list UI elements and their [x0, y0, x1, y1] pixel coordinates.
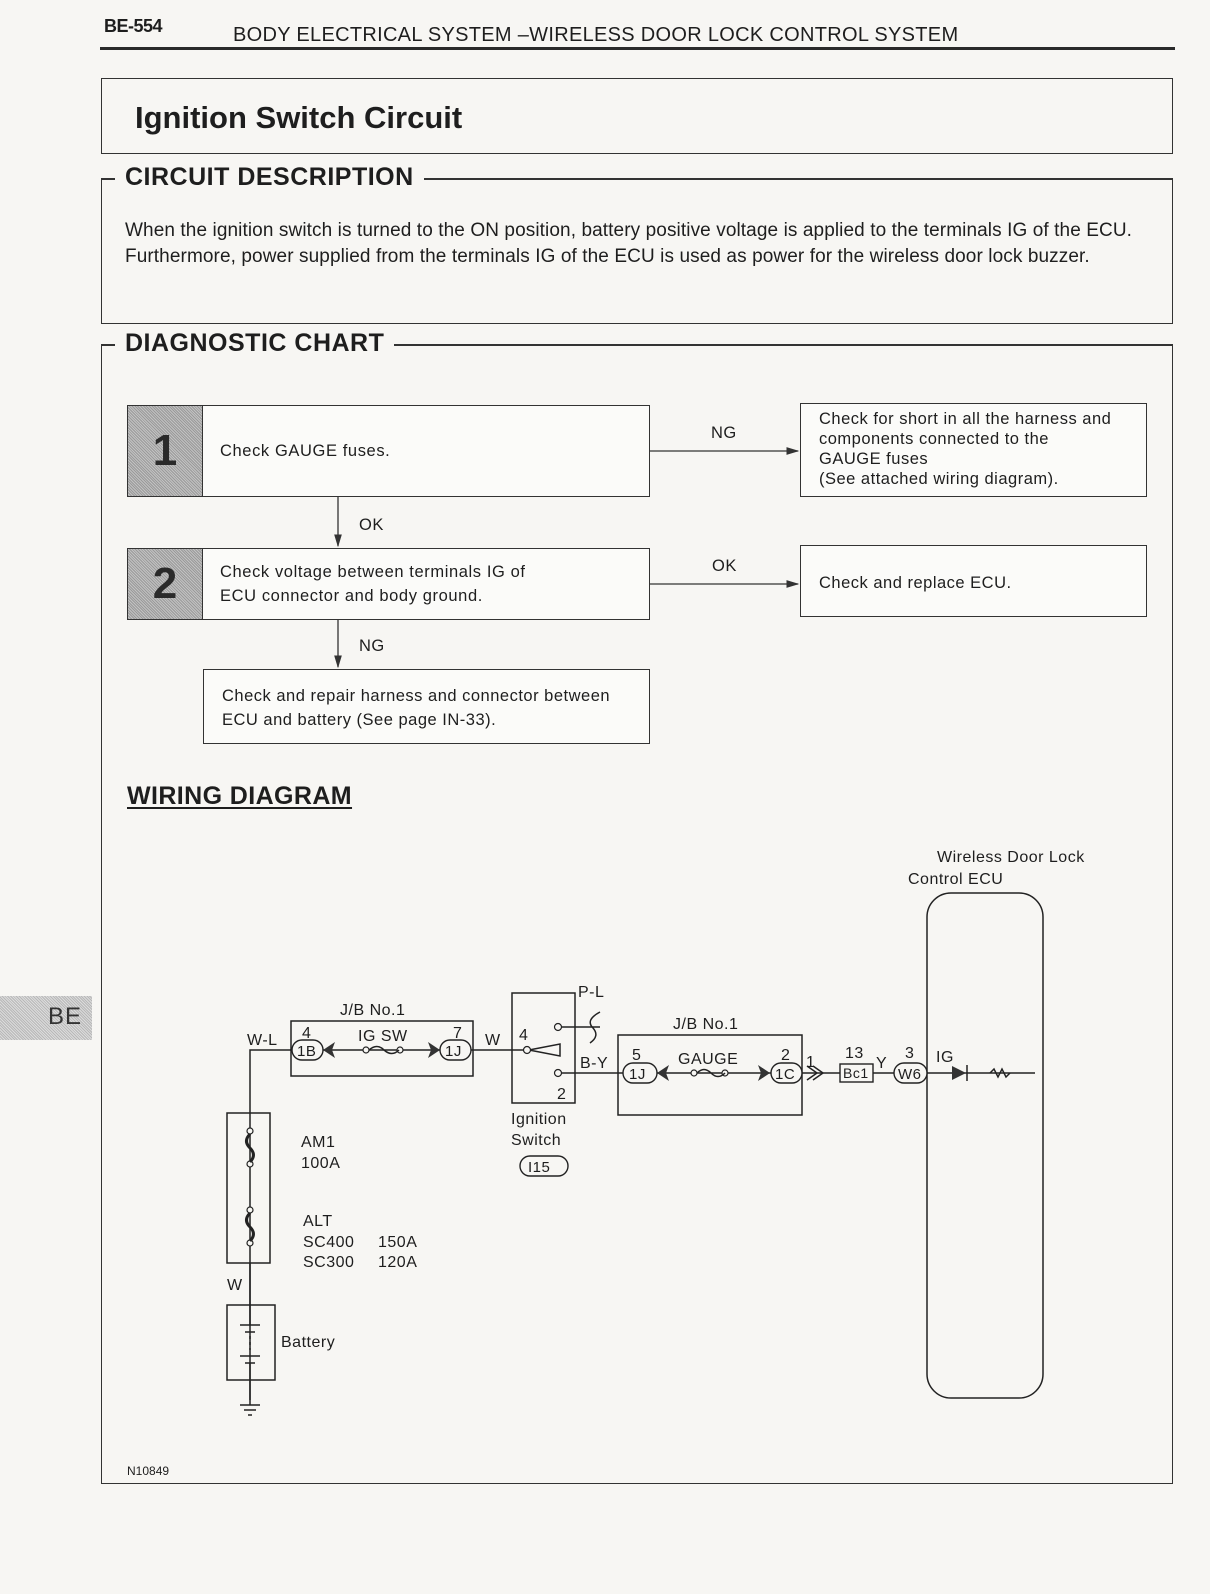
alt-variant-rating: 120A: [378, 1254, 418, 1271]
ecu-body: [927, 893, 1043, 1398]
battery-label: Battery: [281, 1334, 336, 1351]
step-2-text-line: Check voltage between terminals IG of: [220, 563, 526, 581]
ecu-label-line: Wireless Door Lock: [937, 849, 1085, 866]
am1-terminal: [247, 1128, 253, 1134]
w6-pin: 3: [905, 1045, 915, 1062]
connector-1b-label: 1B: [297, 1043, 317, 1060]
alt-name: ALT: [303, 1213, 333, 1230]
wire-p-l-label: P-L: [578, 984, 605, 1001]
step-1-ng-label: NG: [711, 424, 737, 442]
connector-1c-label: 1C: [775, 1066, 796, 1083]
am1-name: AM1: [301, 1134, 336, 1151]
bc1-pin: 13: [845, 1045, 864, 1062]
jb2-fuse-label: GAUGE: [678, 1051, 739, 1068]
step-1-ng-action-line: GAUGE fuses: [819, 450, 929, 468]
switch-terminal-2: [555, 1070, 562, 1077]
section-tab-label: BE: [48, 1003, 83, 1030]
connector-i15-label: I15: [528, 1159, 551, 1176]
ignition-switch-label: Ignition: [511, 1111, 567, 1128]
wire-w-l-label: W-L: [247, 1032, 278, 1049]
page-number: BE-554: [104, 16, 163, 36]
step-1-ng-action-line: Check for short in all the harness and: [819, 410, 1112, 428]
connector-w6-label: W6: [898, 1066, 922, 1083]
connector-bc1-label: Bc1: [843, 1065, 869, 1081]
am1-rating: 100A: [301, 1155, 341, 1172]
step-1-ng-action-line: (See attached wiring diagram).: [819, 470, 1059, 488]
connector-1j-label: 1J: [445, 1043, 462, 1060]
final-action-line: Check and repair harness and connector between: [222, 687, 611, 705]
jb2-label: J/B No.1: [673, 1016, 739, 1033]
gauge-fuse-terminal: [691, 1070, 697, 1076]
switch-terminal-p: [555, 1024, 562, 1031]
switch-out-pin: 2: [557, 1086, 567, 1103]
wire-y-label: Y: [876, 1055, 888, 1072]
jb2-left-pin: 5: [632, 1047, 642, 1064]
switch-contact: [529, 1044, 560, 1056]
diode-icon: [952, 1066, 966, 1080]
step-1-number: 1: [128, 406, 203, 496]
jb2-right-pin: 2: [781, 1047, 791, 1064]
step-2-ok-action-text: Check and replace ECU.: [819, 574, 1012, 592]
step-2-ng-label: NG: [359, 637, 385, 655]
step-2-number: 2: [128, 549, 203, 619]
page-title: Ignition Switch Circuit: [135, 100, 463, 135]
wire-b-y-label: B-Y: [580, 1055, 609, 1072]
figure-code: N10849: [127, 1464, 170, 1478]
wire-w-battery-label: W: [227, 1277, 243, 1294]
alt-variant-rating: 150A: [378, 1234, 418, 1251]
alt-variant-model: SC300: [303, 1254, 355, 1271]
step-2-text-line: ECU connector and body ground.: [220, 587, 483, 605]
final-action-line: ECU and battery (See page IN-33).: [222, 711, 497, 729]
jb1-label: J/B No.1: [340, 1002, 406, 1019]
jb1-fuse-label: IG SW: [358, 1028, 408, 1045]
wiring-diagram-heading: WIRING DIAGRAM: [127, 782, 353, 810]
step-2-ok-label: OK: [712, 557, 737, 575]
jb2-out-pin: 1: [806, 1054, 816, 1071]
ecu-terminal-ig: IG: [936, 1049, 954, 1066]
jb1-left-pin: 4: [302, 1025, 312, 1042]
igsw-fuse-terminal: [397, 1047, 403, 1053]
circuit-description-heading: CIRCUIT DESCRIPTION: [115, 163, 424, 192]
circuit-description-text: When the ignition switch is turned to the ON position, battery positive voltage is applied to the terminals IG of the ECU. Furthermore, power supplied from the terminals IG of the ECU is used as power for the wireless door lock buzzer.: [125, 220, 1133, 267]
alt-variant-model: SC400: [303, 1234, 355, 1251]
step-1-ng-action-line: components connected to the: [819, 430, 1049, 448]
step-1-ok-label: OK: [359, 516, 384, 534]
switch-in-pin: 4: [519, 1027, 529, 1044]
ignition-switch-label: Switch: [511, 1132, 562, 1149]
battery-box: [227, 1305, 275, 1380]
igsw-fuse-terminal: [363, 1047, 369, 1053]
jb1-right-pin: 7: [453, 1025, 463, 1042]
running-title: BODY ELECTRICAL SYSTEM –WIRELESS DOOR LOCK CONTROL SYSTEM: [233, 24, 959, 46]
connector-jb2-1j-label: 1J: [629, 1066, 646, 1083]
ecu-label-line: Control ECU: [908, 871, 1004, 888]
wire-w-label: W: [485, 1032, 501, 1049]
diagnostic-chart-heading: DIAGNOSTIC CHART: [115, 329, 394, 358]
switch-terminal-4: [524, 1047, 531, 1054]
step-1-text: Check GAUGE fuses.: [220, 442, 391, 460]
alt-terminal: [247, 1207, 253, 1213]
